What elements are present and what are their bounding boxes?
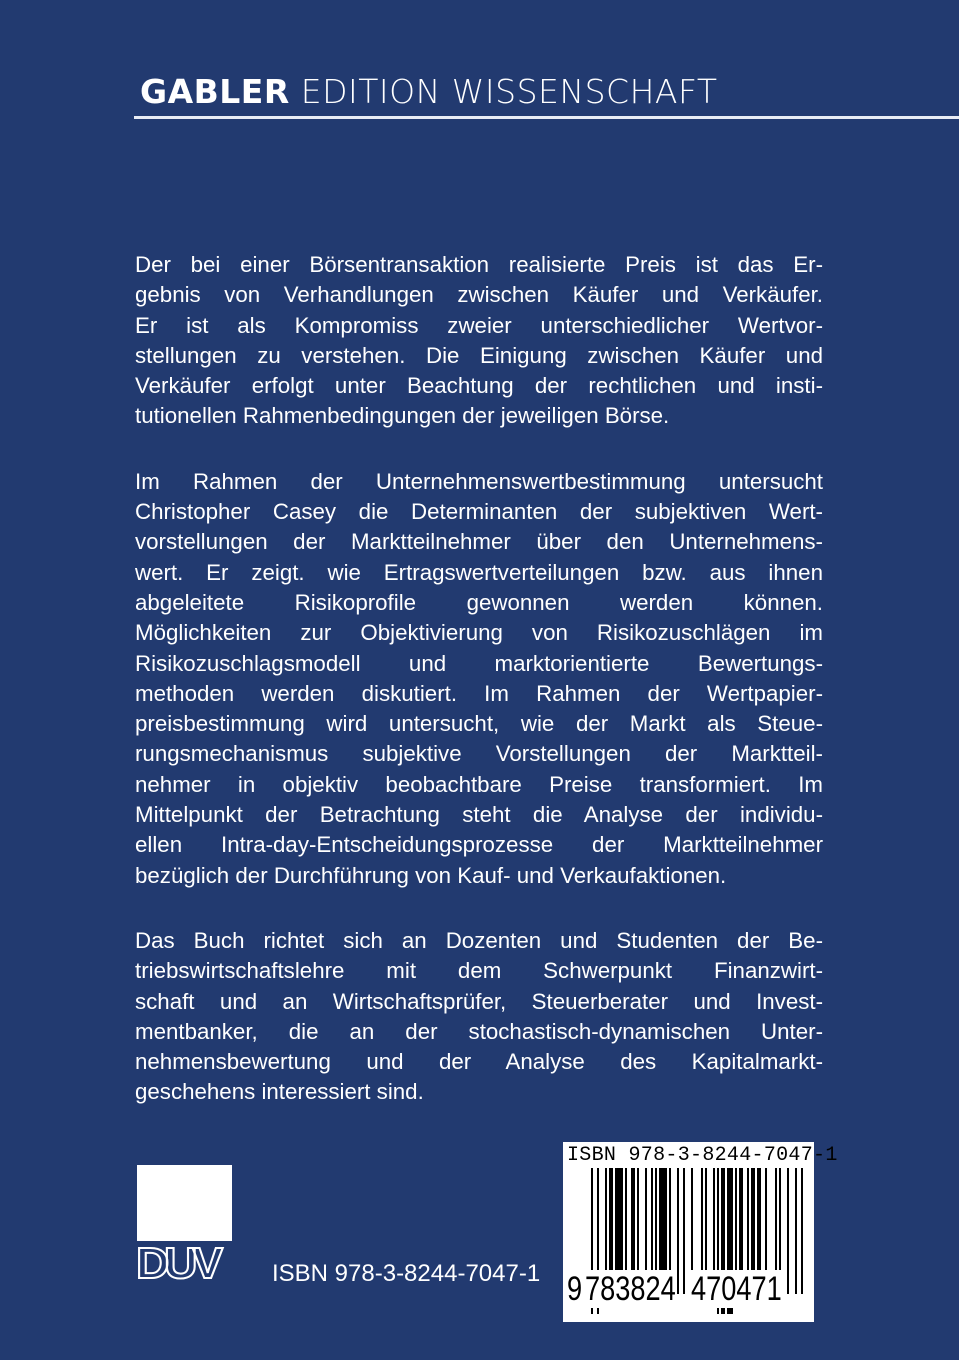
paragraph bbox=[135, 250, 823, 432]
text-line: nehmensbewertung und der Analyse des Kapitalmarkt- bbox=[135, 1049, 823, 1075]
barcode-digit-first: 9 bbox=[567, 1270, 583, 1308]
text-line: bezüglich der Durchführung von Kauf- und Verkaufaktionen. bbox=[135, 862, 727, 888]
blurb-text bbox=[135, 250, 823, 1143]
text-line: Er ist als Kompromiss zweier unterschiedlicher Wertvor- bbox=[135, 312, 823, 338]
text-line: schaft und an Wirtschaftsprüfer, Steuerberater und Invest- bbox=[135, 988, 823, 1014]
text-line: Der bei einer Börsentransaktion realisierte Preis ist das Er- bbox=[135, 252, 823, 277]
text-line: preisbestimmung wird untersucht, wie der Markt als Steue- bbox=[135, 711, 823, 737]
barcode-digits-left: 783824 bbox=[585, 1270, 676, 1308]
text-line: Möglichkeiten zur Objektivierung von Risikozuschlägen im bbox=[135, 620, 823, 646]
text-line: methoden werden diskutiert. Im Rahmen der Wertpapier- bbox=[135, 680, 823, 706]
text-line: gebnis von Verhandlungen zwischen Käufer und Verkäufer. bbox=[135, 282, 823, 308]
text-line: mentbanker, die an der stochastisch-dynamischen Unter- bbox=[135, 1018, 823, 1044]
barcode-bar bbox=[677, 1168, 679, 1294]
text-line: stellungen zu verstehen. Die Einigung zwischen Käufer und bbox=[135, 342, 823, 368]
series-publisher: GABLER bbox=[140, 72, 290, 111]
text-line: Mittelpunkt der Betrachtung steht die Analyse der individu- bbox=[135, 802, 823, 828]
barcode-bar bbox=[683, 1168, 685, 1294]
barcode-bar bbox=[801, 1168, 803, 1294]
barcode-isbn: ISBN 978-3-8244-7047-1 bbox=[567, 1144, 838, 1167]
text-line: geschehens interessiert sind. bbox=[135, 1079, 424, 1105]
text-line: rungsmechanismus subjektive Vorstellungen der Marktteil- bbox=[135, 741, 823, 767]
text-line: Christopher Casey die Determinanten der subjektiven Wert- bbox=[135, 499, 823, 525]
barcode-digits-right: 470471 bbox=[691, 1270, 782, 1308]
paragraph bbox=[135, 926, 823, 1108]
logo-block bbox=[137, 1165, 232, 1241]
header-divider bbox=[134, 116, 959, 119]
text-line: Das Buch richtet sich an Dozenten und Studenten der Be- bbox=[135, 927, 823, 953]
logo-letters: DUV bbox=[136, 1239, 218, 1288]
text-line: triebswirtschaftslehre mit dem Schwerpunkt Finanzwirt- bbox=[135, 958, 823, 984]
barcode-bar bbox=[787, 1168, 789, 1294]
text-line: abgeleitete Risikoprofile gewonnen werden können. bbox=[135, 589, 823, 615]
text-line: vorstellungen der Marktteilnehmer über den Unternehmens- bbox=[135, 529, 823, 555]
series-name: EDITION WISSENSCHAFT bbox=[289, 72, 718, 111]
text-line: tutionellen Rahmenbedingungen der jeweiligen Börse. bbox=[135, 403, 670, 429]
text-line: Risikozuschlagsmodell und marktorientierte Bewertungs- bbox=[135, 650, 823, 676]
isbn-barcode bbox=[563, 1142, 838, 1322]
text-line: nehmer in objektiv beobachtbare Preise transformiert. Im bbox=[135, 771, 823, 797]
barcode-bar bbox=[795, 1168, 797, 1294]
text-line: Im Rahmen der Unternehmenswertbestimmung untersucht bbox=[135, 468, 823, 494]
text-line: Verkäufer erfolgt unter Beachtung der rechtlichen und insti- bbox=[135, 373, 823, 399]
isbn-text: ISBN 978-3-8244-7047-1 bbox=[272, 1260, 541, 1287]
series-title bbox=[140, 72, 718, 111]
paragraph bbox=[135, 467, 823, 891]
text-line: wert. Er zeigt. wie Ertragswertverteilungen bzw. aus ihnen bbox=[135, 559, 823, 585]
text-line: ellen Intra-day-Entscheidungsprozesse der Marktteilnehmer bbox=[135, 832, 823, 858]
duv-logo bbox=[136, 1165, 237, 1288]
